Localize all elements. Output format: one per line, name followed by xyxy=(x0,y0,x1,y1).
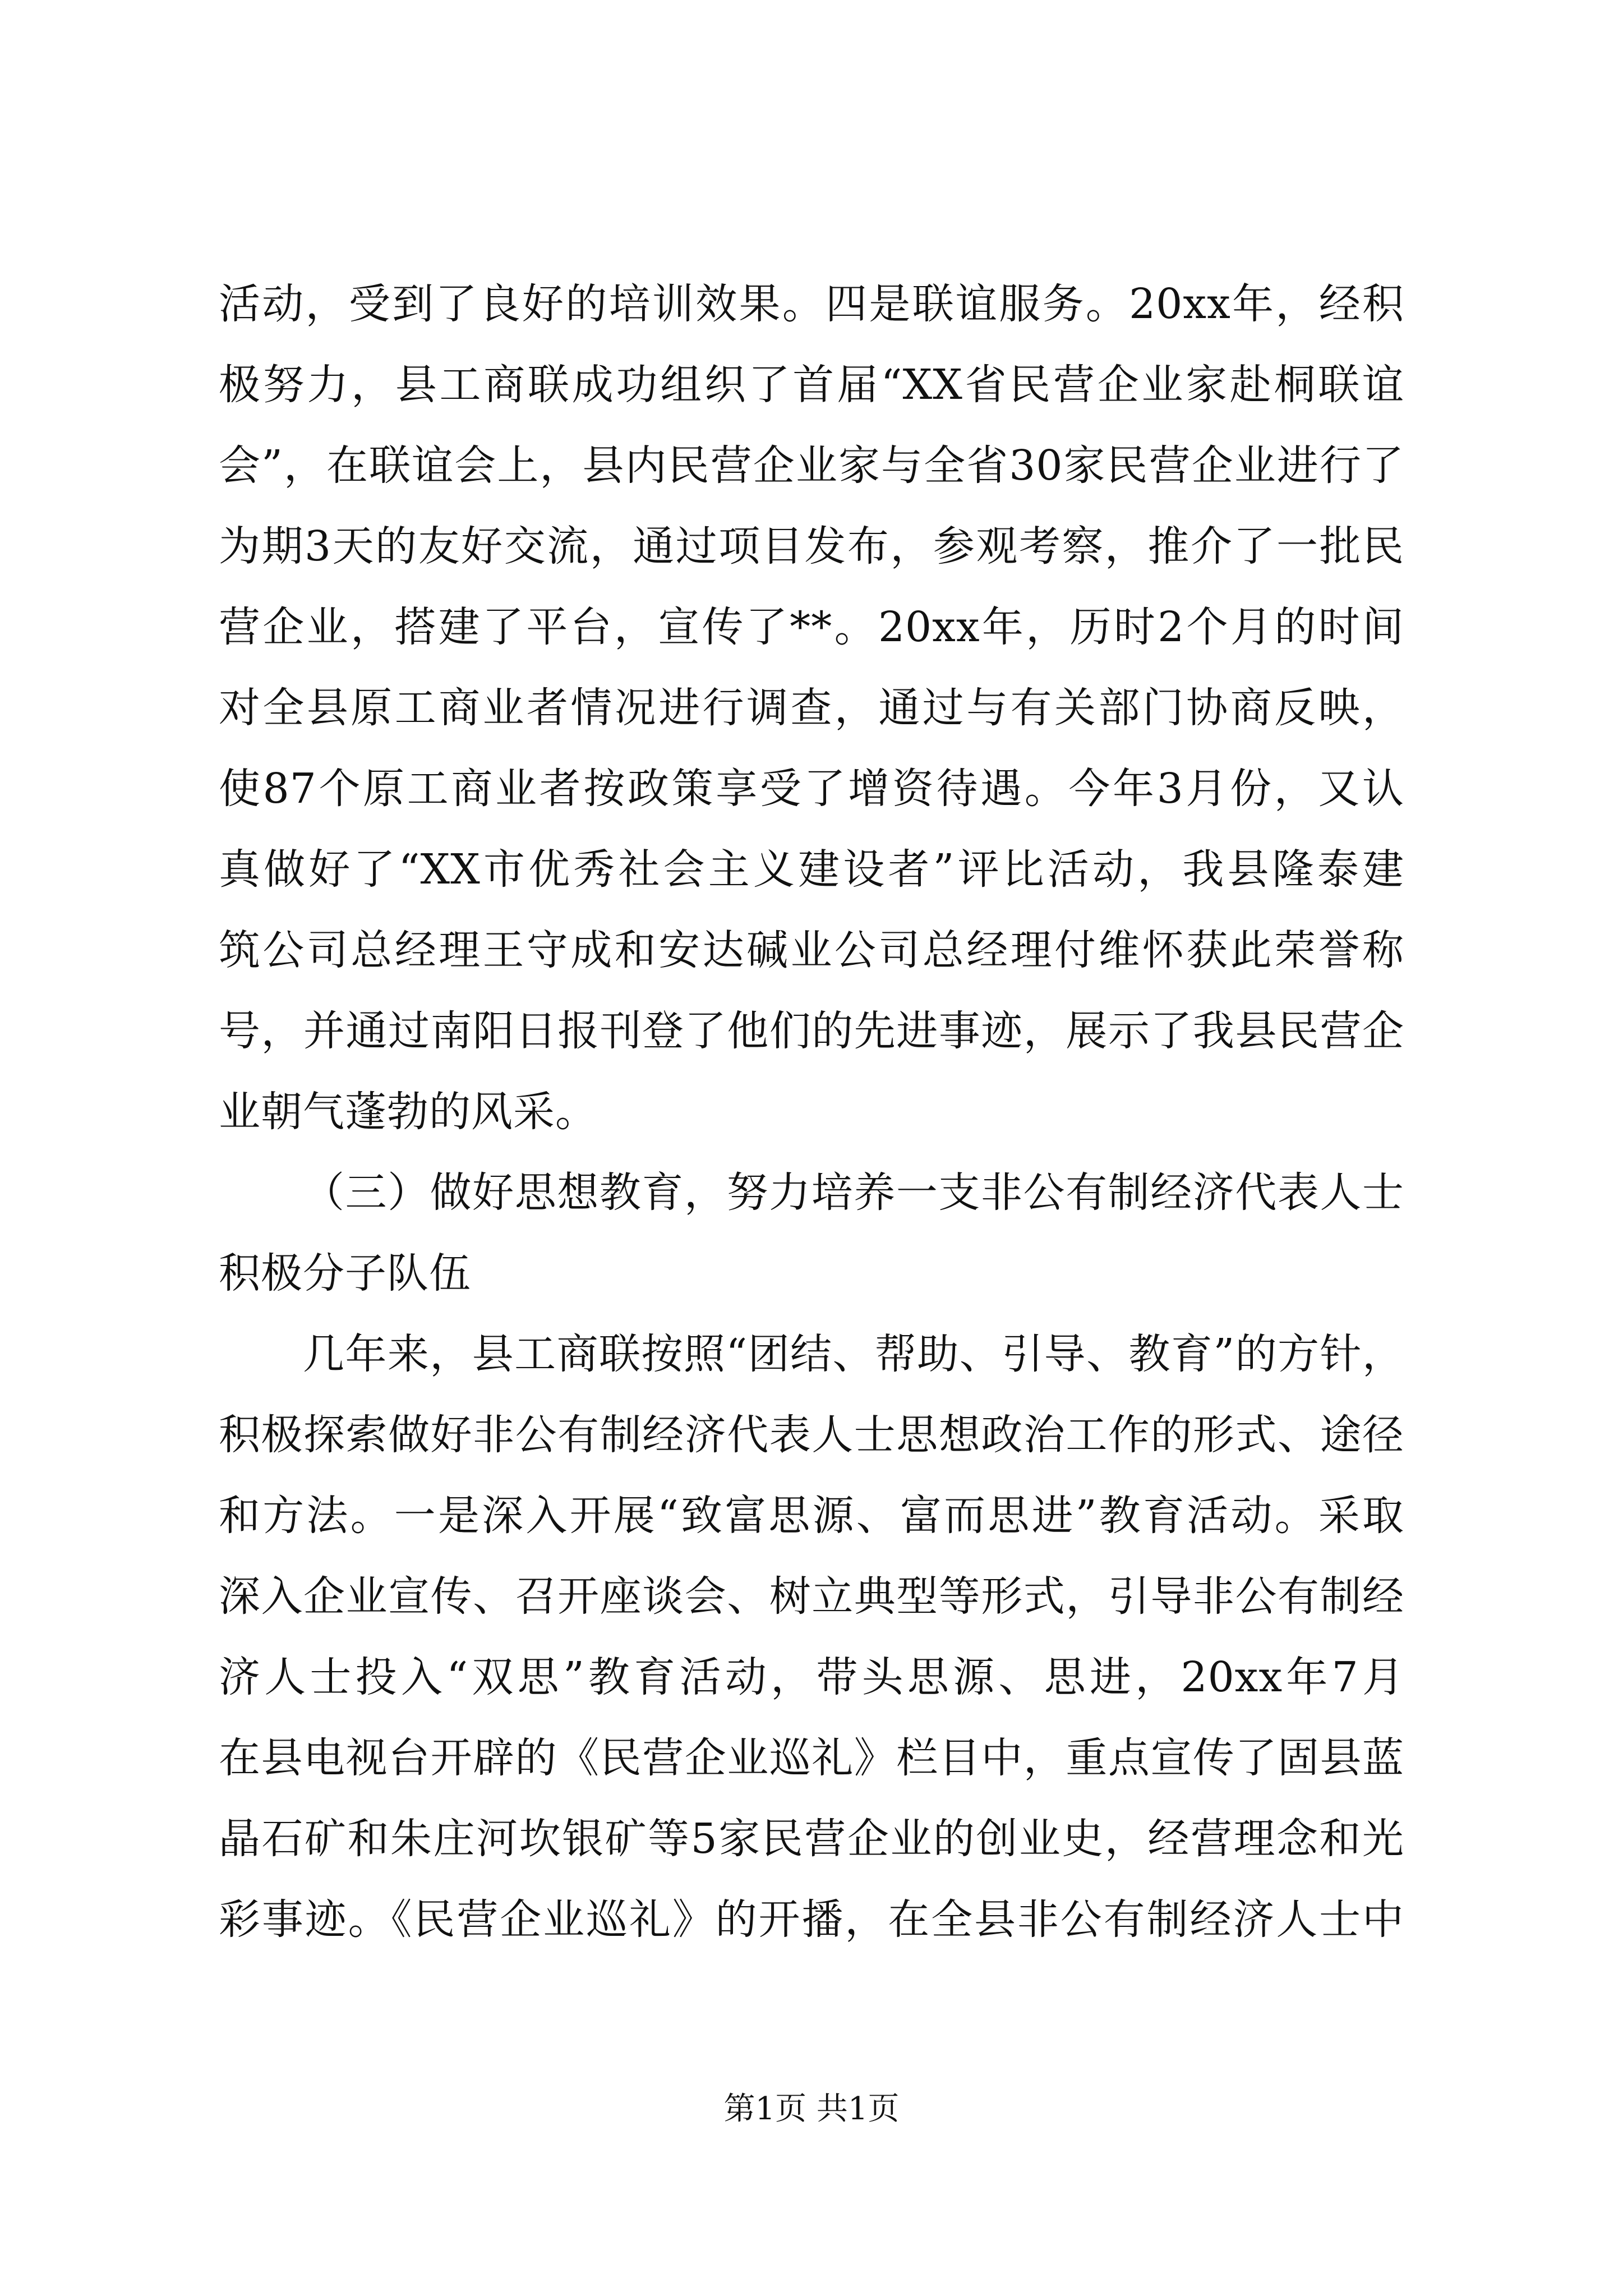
text-line: 营企业，搭建了平台，宣传了**。20xx年，历时2个月的时间 xyxy=(219,603,1404,651)
text-line: 业朝气蓬勃的风采。 xyxy=(219,1088,597,1136)
document-body xyxy=(219,264,1404,1960)
section-heading: （三）做好思想教育，努力培养一支非公有制经济代表人士 xyxy=(303,1168,1404,1217)
text-line: 对全县原工商业者情况进行调查，通过与有关部门协商反映， xyxy=(219,684,1404,732)
text-line: 积极探索做好非公有制经济代表人士思想政治工作的形式、途径 xyxy=(219,1411,1404,1459)
text-line: 极努力，县工商联成功组织了首届“XX省民营企业家赴桐联谊 xyxy=(219,361,1404,409)
section-heading-continued: 积极分子队伍 xyxy=(219,1249,471,1297)
page-number-footer: 第1页 共1页 xyxy=(723,2091,900,2127)
text-line: 活动，受到了良好的培训效果。四是联谊服务。20xx年，经积 xyxy=(219,280,1404,328)
text-line: 几年来，县工商联按照“团结、帮助、引导、教育”的方针， xyxy=(303,1330,1404,1378)
text-line: 和方法。一是深入开展“致富思源、富而思进”教育活动。采取 xyxy=(219,1492,1404,1540)
text-line: 深入企业宣传、召开座谈会、树立典型等形式，引导非公有制经 xyxy=(219,1572,1404,1621)
text-line: 为期3天的友好交流，通过项目发布，参观考察，推介了一批民 xyxy=(219,522,1404,570)
text-line: 筑公司总经理王守成和安达碱业公司总经理付维怀获此荣誉称 xyxy=(219,926,1404,974)
text-line: 济人士投入“双思”教育活动，带头思源、思进，20xx年7月 xyxy=(219,1653,1404,1701)
text-line: 使87个原工商业者按政策享受了增资待遇。今年3月份，又认 xyxy=(219,765,1404,813)
text-line: 晶石矿和朱庄河坎银矿等5家民营企业的创业史，经营理念和光 xyxy=(219,1815,1404,1863)
text-line: 在县电视台开辟的《民营企业巡礼》栏目中，重点宣传了固县蓝 xyxy=(219,1734,1404,1782)
text-line: 彩事迹。《民营企业巡礼》的开播，在全县非公有制经济人士中 xyxy=(219,1895,1404,1944)
text-line: 号，并通过南阳日报刊登了他们的先进事迹，展示了我县民营企 xyxy=(219,1007,1404,1055)
text-line: 会”，在联谊会上，县内民营企业家与全省30家民营企业进行了 xyxy=(219,441,1404,490)
text-line: 真做好了“XX市优秀社会主义建设者”评比活动，我县隆泰建 xyxy=(219,845,1404,894)
